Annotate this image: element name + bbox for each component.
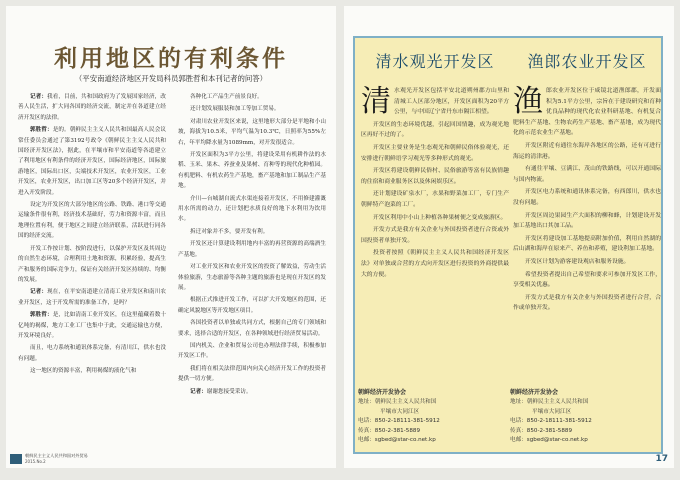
paragraph-text: 开发区利用中小山上种植各种果树便之变成旅游区。 bbox=[373, 214, 507, 221]
paragraph-text: 开发区还计算建设利用地内丰富的再营资源的高端酒生产基地。 bbox=[178, 241, 326, 258]
paragraph-text: 拆迁对象并不多，要开发有利。 bbox=[190, 228, 269, 235]
page-number: 17 bbox=[655, 454, 668, 464]
drop-cap: 清 bbox=[361, 84, 391, 119]
paragraph-text: 国内机关、企业和贸易公司也办理法律手续，积极参加开发区工作。 bbox=[178, 342, 326, 360]
zone-paragraph bbox=[361, 189, 509, 210]
article-paragraph bbox=[178, 295, 326, 316]
article-paragraph bbox=[18, 310, 166, 341]
paragraph-text: 开发区将建设朝鲜民俗村、民俗旅游等富有民族情趣的住宿和商业服务区以及休闲娱乐区。 bbox=[361, 168, 509, 185]
article-paragraph bbox=[178, 92, 326, 102]
fax-label: 传真： bbox=[510, 427, 527, 434]
article-paragraph bbox=[18, 200, 166, 242]
address-value: 朝鲜民主主义人民共和国 bbox=[526, 399, 589, 406]
paragraph-text: 这一地区的资源丰富，利用褐煤的液化气和 bbox=[30, 368, 137, 375]
paragraph-text: 根据正式推进开发工作，可以扩大开发地区的范围，还确定风貌地区等开发地区项目。 bbox=[178, 297, 326, 314]
paragraph-text: 开发区计划为游客建设观店和服务设施。 bbox=[525, 258, 630, 265]
left-page bbox=[6, 6, 336, 468]
article-paragraph bbox=[178, 364, 326, 385]
paragraph-text: 开发区附近有通往东海岸各地区的公路，还有可进行海运的清津港。 bbox=[513, 142, 661, 160]
article-paragraph bbox=[178, 318, 326, 339]
zone-body bbox=[513, 86, 661, 314]
fax-value: 850-2-381-5889 bbox=[526, 427, 573, 434]
paragraph-text: 开发区主要业务是生态观光和朝鲜民俗体验观光，还安排进行朝鲜语学习观光等多种形式的观光。 bbox=[361, 144, 509, 162]
article-paragraph bbox=[18, 287, 166, 308]
paragraph-text: 开发方式是我方有关企业与外国投资者进行合营，合作或单独开发。 bbox=[513, 294, 661, 312]
contact-block-qingshui bbox=[358, 388, 498, 446]
paragraph-text: 还计划建设矿泉水厂，水果和野菜加工厂，专门生产朝鲜特产泡菜的工厂。 bbox=[361, 191, 509, 208]
email-link[interactable]: sgbed@star-co.net.kp bbox=[374, 437, 436, 444]
paragraph-text: 开发区周边果园生产大面积的柳和蜂，计划建设开发加工基地出口其加工品。 bbox=[513, 212, 661, 230]
zone-paragraph bbox=[513, 141, 661, 162]
zone-paragraph bbox=[513, 293, 661, 314]
article-paragraph bbox=[18, 92, 166, 123]
zone-title: 清水观光开发区 bbox=[375, 52, 495, 71]
paragraph-text: 各国投资者以单独或共同方式，根据自己的专门领域和要求，选择合适的开发区，在各种领域进行经济贸易活动。 bbox=[178, 320, 326, 337]
zone-paragraph bbox=[361, 143, 509, 164]
paragraph-text: 有通往平壤、豆满江、茂山的铁路线，可以开通国际与国内物流。 bbox=[513, 166, 661, 183]
right-page bbox=[344, 6, 674, 468]
magazine-logo-icon bbox=[10, 454, 22, 464]
article-paragraph bbox=[18, 343, 166, 364]
zone-body bbox=[361, 86, 509, 280]
email-link[interactable]: sgbed@star-co.net.kp bbox=[526, 437, 588, 444]
paragraph-text: 开发区面积为3平方公里，将建设采用有机耕作法的水稻、玉米、果木、养蚕业及果树、育种等的现代化种植园。有机肥料、有机农药生产基地，畜产基地和加工制品生产基地。 bbox=[178, 152, 326, 190]
contact-org: 朝鲜经济开发协会 bbox=[358, 389, 407, 397]
zone-paragraph bbox=[513, 211, 661, 232]
paragraph-text: 设定为开发区的大部分地区的公路、铁路、港口等交通运输条件很有利，经济技术基础好，劳力和资源丰富，而且地理位置有利，便于地区之间建立经济联系，活跃进行同各国的经济交流。 bbox=[18, 202, 166, 240]
contact-block-yulang bbox=[510, 388, 650, 446]
zone-qingshui bbox=[361, 46, 509, 282]
phone-label: 电话： bbox=[510, 418, 527, 425]
paragraph-text: 还计划发展服装和加工等加工贸易。 bbox=[190, 106, 280, 113]
article-paragraph bbox=[178, 341, 326, 362]
zone-paragraph bbox=[361, 213, 509, 224]
speaker-label: 记者： bbox=[190, 388, 207, 395]
article-subtitle: （平安南道经济地区开发局科员郭胜哲和本刊记者的问答） bbox=[74, 74, 268, 83]
email-label: 电邮： bbox=[358, 437, 375, 444]
phone-label: 电话： bbox=[358, 418, 375, 425]
zone-paragraph bbox=[361, 225, 509, 246]
zone-paragraph bbox=[513, 86, 661, 139]
zone-paragraph bbox=[513, 270, 661, 291]
paragraph-text: 我们将在相关法律范围内向关心经济开发工作的投资者提供一切方便。 bbox=[178, 365, 326, 383]
paragraph-text: 介川—台城湖自流式水渠连接着开发区，不用修建灌溉用水所需的动力，还计划把水质良好的地下水利用为饮用水。 bbox=[178, 195, 326, 223]
phone-value: 850-2-18111-381-5912 bbox=[374, 418, 440, 425]
zone-paragraph bbox=[361, 248, 509, 280]
speaker-label: 郭胜哲： bbox=[30, 127, 53, 134]
speaker-label: 记者： bbox=[30, 94, 48, 100]
zone-paragraph bbox=[513, 234, 661, 255]
paragraph-text: 开发区的生态环境优越，引起回国情趣，成为观光地区再好不过的了。 bbox=[361, 121, 509, 139]
zone-title: 渔郎农业开发区 bbox=[527, 52, 647, 71]
article-paragraph bbox=[178, 194, 326, 225]
paragraph-text: 希望投资者提出自己希望和要求可参加开发区工作，享受相关优惠。 bbox=[513, 271, 661, 289]
paragraph-text: 开发区将建设加工基地提高附加价值，利用自然湖的后山湖和海岸在原来产、养鱼和养殖，建设利加工基地。 bbox=[513, 235, 661, 253]
article-headline: 利用地区的有利条件 bbox=[54, 45, 288, 72]
article-paragraph bbox=[178, 104, 326, 114]
drop-cap: 渔 bbox=[513, 84, 543, 119]
address-label: 地址： bbox=[358, 399, 375, 406]
zone-paragraph bbox=[361, 86, 509, 118]
article-paragraph bbox=[178, 262, 326, 293]
paragraph-text: 开发区电力系统和通讯体系完备，有西郎川，供水也没有问题。 bbox=[513, 189, 661, 206]
article-column-left bbox=[18, 92, 166, 440]
article-body bbox=[18, 92, 326, 440]
article-paragraph bbox=[18, 366, 166, 376]
paragraph-text: 是的。朝鲜民主主义人民共和国最高人民会议常任委员会通过了第3192号政令《朝鲜民主主义人民共和国经济开发区法》，据此，在平壤市和平安南道等各道建立了利用地区有利条件的经济开发区，国际经济地区，国际旅游地区，国际出口区，尖端技术开发区，农业开发区，工业开发区，农业开发区，出口加工区等20多个经济开发区，并进入开发阶段。 bbox=[18, 127, 166, 196]
zone-yulang bbox=[513, 46, 661, 316]
contact-org: 朝鲜经济开发协会 bbox=[510, 389, 559, 397]
paragraph-text: 开发方式是我方有关企业与外国投资者进行合资或外国投资者单独开发。 bbox=[361, 227, 509, 244]
paragraph-text: 而且，电力系统和通讯体系完备，有清川江，供水也没有问题。 bbox=[18, 345, 166, 362]
zone-paragraph bbox=[361, 120, 509, 141]
magazine-name: 朝鲜民主主义人民共和国对外贸易 bbox=[25, 453, 88, 458]
paragraph-text: 我看，目前，共和国政府为了发展国家经济，改善人民生活，扩大同各国的经济交流，制定并在各道建立经济开发区的法律。 bbox=[18, 94, 166, 121]
paragraph-text: 对工业开发区和农业开发区的投资了解效益，劳动生活体验旅游，生态旅游等各种主题的旅游也是现在开发区的发展。 bbox=[178, 264, 326, 291]
address-value: 朝鲜民主主义人民共和国 bbox=[374, 399, 437, 406]
article-paragraph bbox=[178, 150, 326, 192]
fax-value: 850-2-381-5889 bbox=[374, 427, 421, 434]
zone-paragraph bbox=[513, 164, 661, 185]
article-paragraph bbox=[178, 387, 326, 397]
zone-paragraph bbox=[513, 187, 661, 208]
speaker-label: 记者： bbox=[30, 289, 48, 296]
address-value-2: 平壤市大同江区 bbox=[532, 408, 572, 415]
zone-paragraph bbox=[361, 166, 509, 187]
article-paragraph bbox=[178, 239, 326, 260]
paragraph-text: 对肃川农业开发区来说，这里地形大部分是平地和小山坡，海拔为10.5米，平均气温为10.3℃，日照率为55%左右，年平均降水量为1089mm，对开发很适合。 bbox=[178, 118, 326, 146]
magazine-issue: 2015.No.2 bbox=[25, 459, 46, 464]
paragraph-text: 谢谢您接受采访。 bbox=[206, 388, 252, 395]
address-value-2: 平壤市大同江区 bbox=[380, 408, 420, 415]
article-paragraph bbox=[18, 125, 166, 198]
magazine-footer bbox=[10, 453, 88, 464]
phone-value: 850-2-18111-381-5912 bbox=[526, 418, 592, 425]
paragraph-text: 现在，在平安南道建立清南工业开发区和南川农业开发区，这于开发所需的准备工作，是吗？ bbox=[18, 289, 166, 306]
article-paragraph bbox=[178, 227, 326, 237]
paragraph-text: 投资者按照《朝鲜民主主义人民共和国经济开发区法》对单独或合营的方式向开发区进行投资的外商提供最大的方便。 bbox=[361, 250, 509, 278]
zone-paragraph bbox=[513, 257, 661, 268]
address-label: 地址： bbox=[510, 399, 527, 406]
fax-label: 传真： bbox=[358, 427, 375, 434]
article-paragraph bbox=[178, 117, 326, 148]
paragraph-text: 开发工作按计划、按阶段进行，以保护开发区及其周边的自然生态环境，合理利用土地和资源，积累经验，提高生产和服务的国际竞争力，保证有关经济开发区持续的、均衡的发展。 bbox=[18, 245, 166, 283]
email-label: 电邮： bbox=[510, 437, 527, 444]
paragraph-text: 各种化工产品生产前景良好。 bbox=[190, 94, 263, 100]
paragraph-text: 郎农业开发区位于咸镜北道渔郎郡，开发面积为5.1平方公里，宗旨在于建设研究和育种优良品种的现代化农业科研基地、有机复合肥料生产基地、生物农药生产基地、畜产基地，成为现代化的示范农业生产基地。 bbox=[513, 88, 661, 137]
paragraph-text: 是，比如清南工业开发区，在这里蕴藏着数十亿吨的褐煤，地方工业工厂也集中于此，交通运输也方便，开发环境良好。 bbox=[18, 312, 166, 339]
paragraph-text: 水观光开发区包括平安北道朔州郡方山里和清城工人区部分地区，开发区面积为20平方公里，与中国辽宁省丹东市隔江相望。 bbox=[394, 88, 509, 116]
article-column-right bbox=[178, 92, 326, 440]
article-paragraph bbox=[18, 244, 166, 286]
speaker-label: 郭胜哲： bbox=[30, 312, 53, 319]
